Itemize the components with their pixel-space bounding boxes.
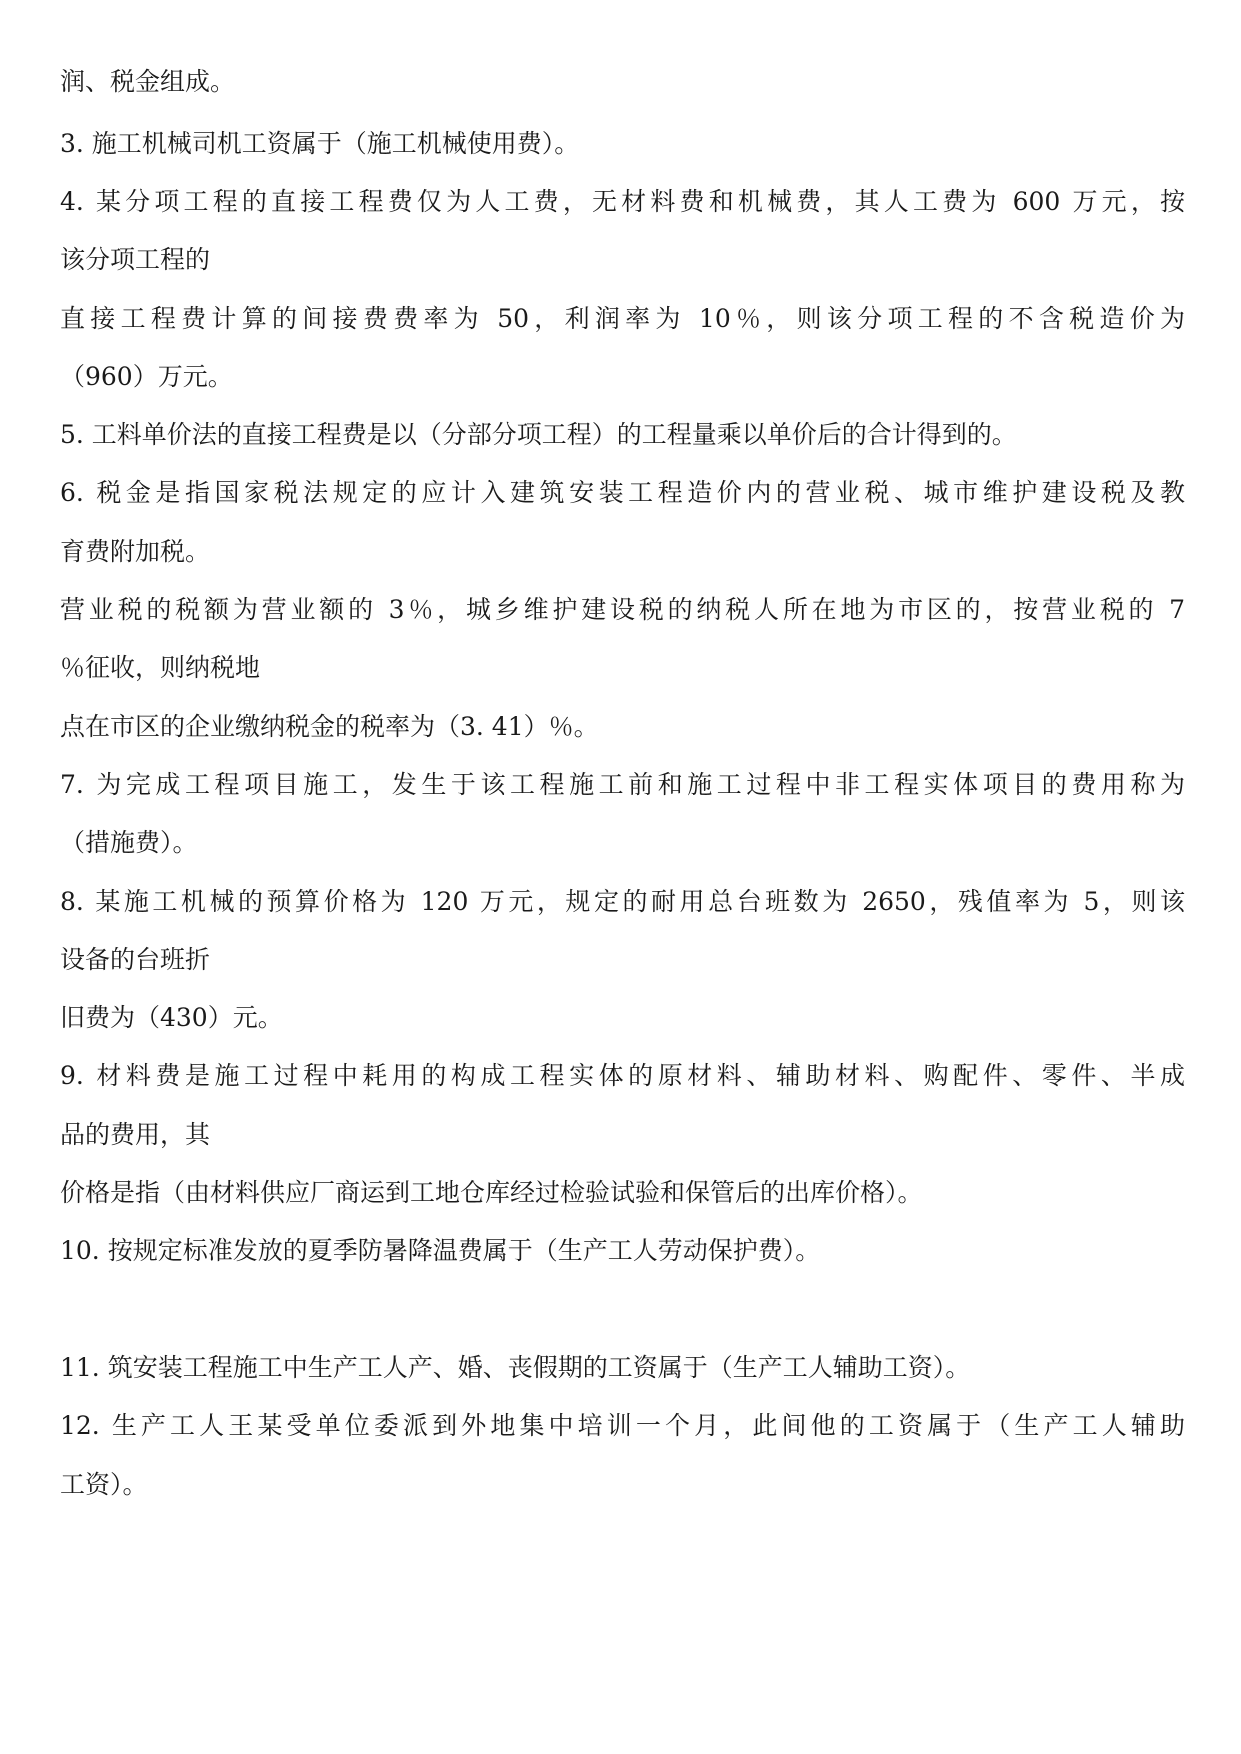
text-line: 4. 某分项工程的直接工程费仅为人工费，无材料费和机械费，其人工费为 600 万元，按 xyxy=(60,187,1185,216)
text-line: 润、税金组成。 xyxy=(60,67,236,96)
text-line: 营业税的税额为营业额的 3％，城乡维护建设税的纳税人所在地为市区的，按营业税的 7 xyxy=(60,595,1185,624)
text-line: 品的费用，其 xyxy=(60,1120,211,1149)
text-line: （960）万元。 xyxy=(60,362,233,391)
text-line: 12. 生产工人王某受单位委派到外地集中培训一个月，此间他的工资属于（生产工人辅助 xyxy=(60,1411,1185,1440)
text-line: 旧费为（430）元。 xyxy=(60,1003,283,1032)
text-line: 3. 施工机械司机工资属于（施工机械使用费）。 xyxy=(60,129,580,158)
text-line: 育费附加税。 xyxy=(60,537,211,566)
text-line: 该分项工程的 xyxy=(60,245,211,274)
text-line: 点在市区的企业缴纳税金的税率为（3. 41）％。 xyxy=(60,712,599,741)
text-line: ％征收，则纳税地 xyxy=(60,653,261,682)
text-line: 直接工程费计算的间接费费率为 50，利润率为 10％，则该分项工程的不含税造价为 xyxy=(60,304,1185,333)
text-line: （措施费）。 xyxy=(60,828,198,857)
text-line: 工资）。 xyxy=(60,1470,148,1499)
text-line: 9. 材料费是施工过程中耗用的构成工程实体的原材料、辅助材料、购配件、零件、半成 xyxy=(60,1061,1185,1090)
text-line: 8. 某施工机械的预算价格为 120 万元，规定的耐用总台班数为 2650，残值率为 5，则该 xyxy=(60,887,1185,916)
text-line: 设备的台班折 xyxy=(60,945,211,974)
text-line: 7. 为完成工程项目施工，发生于该工程施工前和施工过程中非工程实体项目的费用称为 xyxy=(60,770,1185,799)
text-line: 11. 筑安装工程施工中生产工人产、婚、丧假期的工资属于（生产工人辅助工资）。 xyxy=(60,1353,971,1382)
text-line: 10. 按规定标准发放的夏季防暑降温费属于（生产工人劳动保护费）。 xyxy=(60,1236,821,1265)
text-line: 价格是指（由材料供应厂商运到工地仓库经过检验试验和保管后的出库价格）。 xyxy=(60,1178,923,1207)
text-line: 6. 税金是指国家税法规定的应计入建筑安装工程造价内的营业税、城市维护建设税及教 xyxy=(60,478,1185,507)
text-line: 5. 工料单价法的直接工程费是以（分部分项工程）的工程量乘以单价后的合计得到的。 xyxy=(60,420,1017,449)
